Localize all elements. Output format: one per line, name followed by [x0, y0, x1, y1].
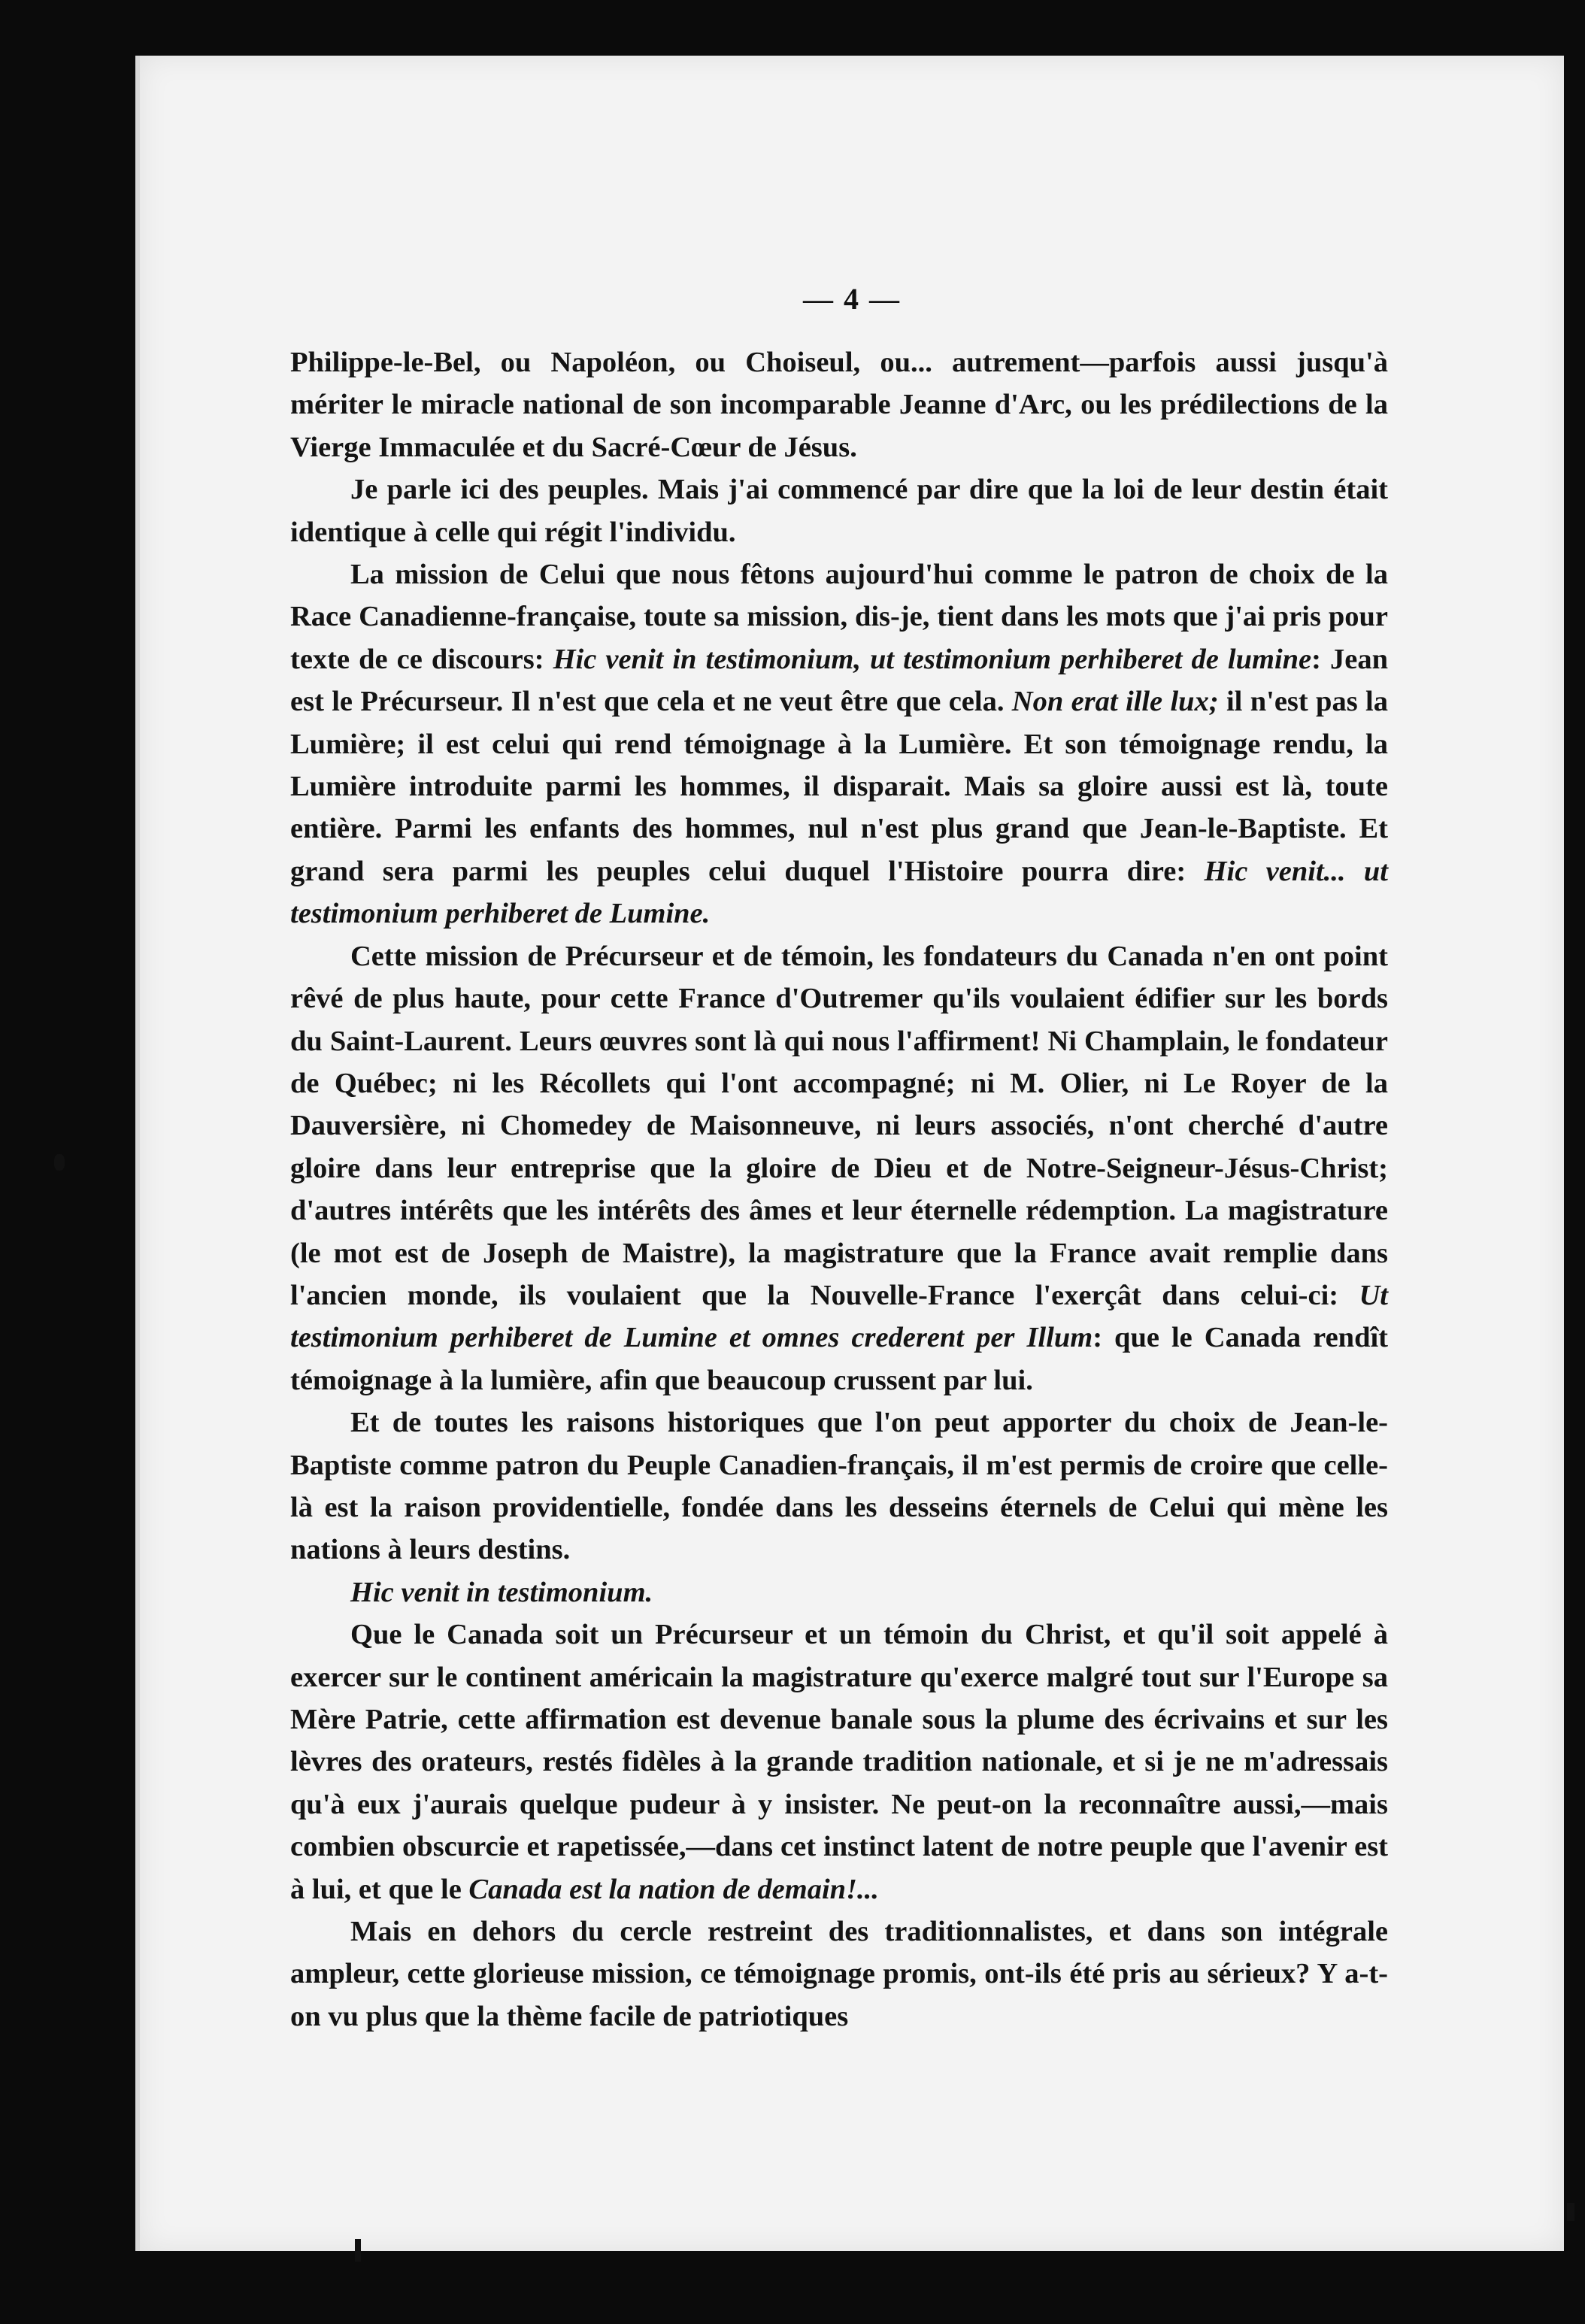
scanned-page — [135, 56, 1564, 2251]
text-run: La mission de Celui que nous fêtons aujourd'hui comme le patron de choix de la Race Canadienne-française, toute sa mission, dis-je, tient dans les mots que j'ai pris pour texte de ce discours: — [290, 559, 1388, 675]
text-run: il n'est pas la Lumière; il est celui qui rend témoignage à la Lumière. Et son témoignage rendu, la Lumière introduite parmi les hommes, il disparait. Mais sa gloire aussi est là, toute entière. Parmi les enfants des hommes, nul n'est plus grand que Jean-le-Baptiste. Et grand sera parmi les peuples celui duquel l'Histoire pourra dire: — [290, 686, 1388, 887]
text-run: : Jean est le Précurseur. Il n'est que cela et ne veut être que cela. — [290, 643, 1389, 718]
body-text — [290, 341, 1388, 2038]
italic-text: Ut testimonium perhiberet de Lumine et omnes crederent per Illum — [290, 1279, 1388, 1354]
page-number: — 4 — — [803, 282, 901, 316]
paragraph — [290, 1571, 1388, 1613]
text-run: Philippe-le-Bel, ou Napoléon, ou Choiseul, ou... autrement—parfois aussi jusqu'à mériter le miracle national de son incomparable Jeanne d'Arc, ou les prédilections de la Vierge Immaculée et du Sacré-Cœur de Jésus. — [290, 347, 1388, 463]
paragraph — [290, 935, 1388, 1401]
scan-speck — [1567, 2203, 1574, 2221]
italic-text: Hic venit in testimonium. — [350, 1576, 653, 1608]
text-run: Et de toutes les raisons historiques que l'on peut apporter du choix de Jean-le-Baptiste comme patron du Peuple Canadien-français, il m'est permis de croire que celle-là est la raison providentielle, fondée dans les desseins éternels de Celui qui mène les nations à leurs destins. — [290, 1407, 1388, 1566]
text-run: : que le Canada rendît témoignage à la lumière, afin que beaucoup crussent par lui. — [290, 1322, 1389, 1396]
paragraph — [290, 341, 1388, 468]
paragraph — [290, 1613, 1388, 1910]
italic-text: Hic venit... ut testimonium perhiberet de Lumine. — [290, 855, 1388, 930]
text-run: Je parle ici des peuples. Mais j'ai commencé par dire que la loi de leur destin était identique à celle qui régit l'individu. — [290, 474, 1388, 548]
paragraph — [290, 468, 1388, 553]
italic-text: Canada est la nation de demain!... — [468, 1873, 879, 1905]
text-run: Cette mission de Précurseur et de témoin, les fondateurs du Canada n'en ont point rêvé de plus haute, pour cette France d'Outremer qu'ils voulaient édifier sur les bords du Saint-Laurent. Leurs œuvres sont là qui nous l'affirment! Ni Champlain, le fondateur de Québec; ni les Récollets qui l'ont accompagné; ni M. Olier, ni Le Royer de la Dauversière, ni Chomedey de Maisonneuve, ni leurs associés, n'ont cherché d'autre gloire dans leur entreprise que la gloire de Dieu et de Notre-Seigneur-Jésus-Christ; d'autres intérêts que les intérêts des âmes et leur éternelle rédemption. La magistrature (le mot est de Joseph de Maistre), la magistrature que la France avait remplie dans l'ancien monde, ils voulaient que la Nouvelle-France l'exerçât dans celui-ci: — [290, 940, 1388, 1311]
italic-text: Non erat ille lux; — [1011, 686, 1219, 718]
italic-text: Hic venit in testimonium, ut testimonium perhiberet de lumine — [553, 643, 1312, 675]
scan-speck — [54, 1154, 65, 1171]
paragraph — [290, 1910, 1388, 2038]
paragraph — [290, 553, 1388, 935]
text-run: Que le Canada soit un Précurseur et un témoin du Christ, et qu'il soit appelé à exercer sur le continent américain la magistrature qu'exerce malgré tout sur l'Europe sa Mère Patrie, cette affirmation est devenue banale sous la plume des écrivains et sur les lèvres des orateurs, restés fidèles à la grande tradition nationale, et si je ne m'adressais qu'à eux j'aurais quelque pudeur à y insister. Ne peut-on la reconnaître aussi,—mais combien obscurcie et rapetissée,—dans cet instinct latent de notre peuple que l'avenir est à lui, et que le — [290, 1619, 1388, 1905]
scan-speck — [355, 2239, 361, 2262]
text-run: Mais en dehors du cercle restreint des traditionnalistes, et dans son intégrale ampleur, cette glorieuse mission, ce témoignage promis, ont-ils été pris au sérieux? Y a-t-on vu plus que la thème facile de patriotiques — [290, 1916, 1388, 2032]
paragraph — [290, 1401, 1388, 1571]
